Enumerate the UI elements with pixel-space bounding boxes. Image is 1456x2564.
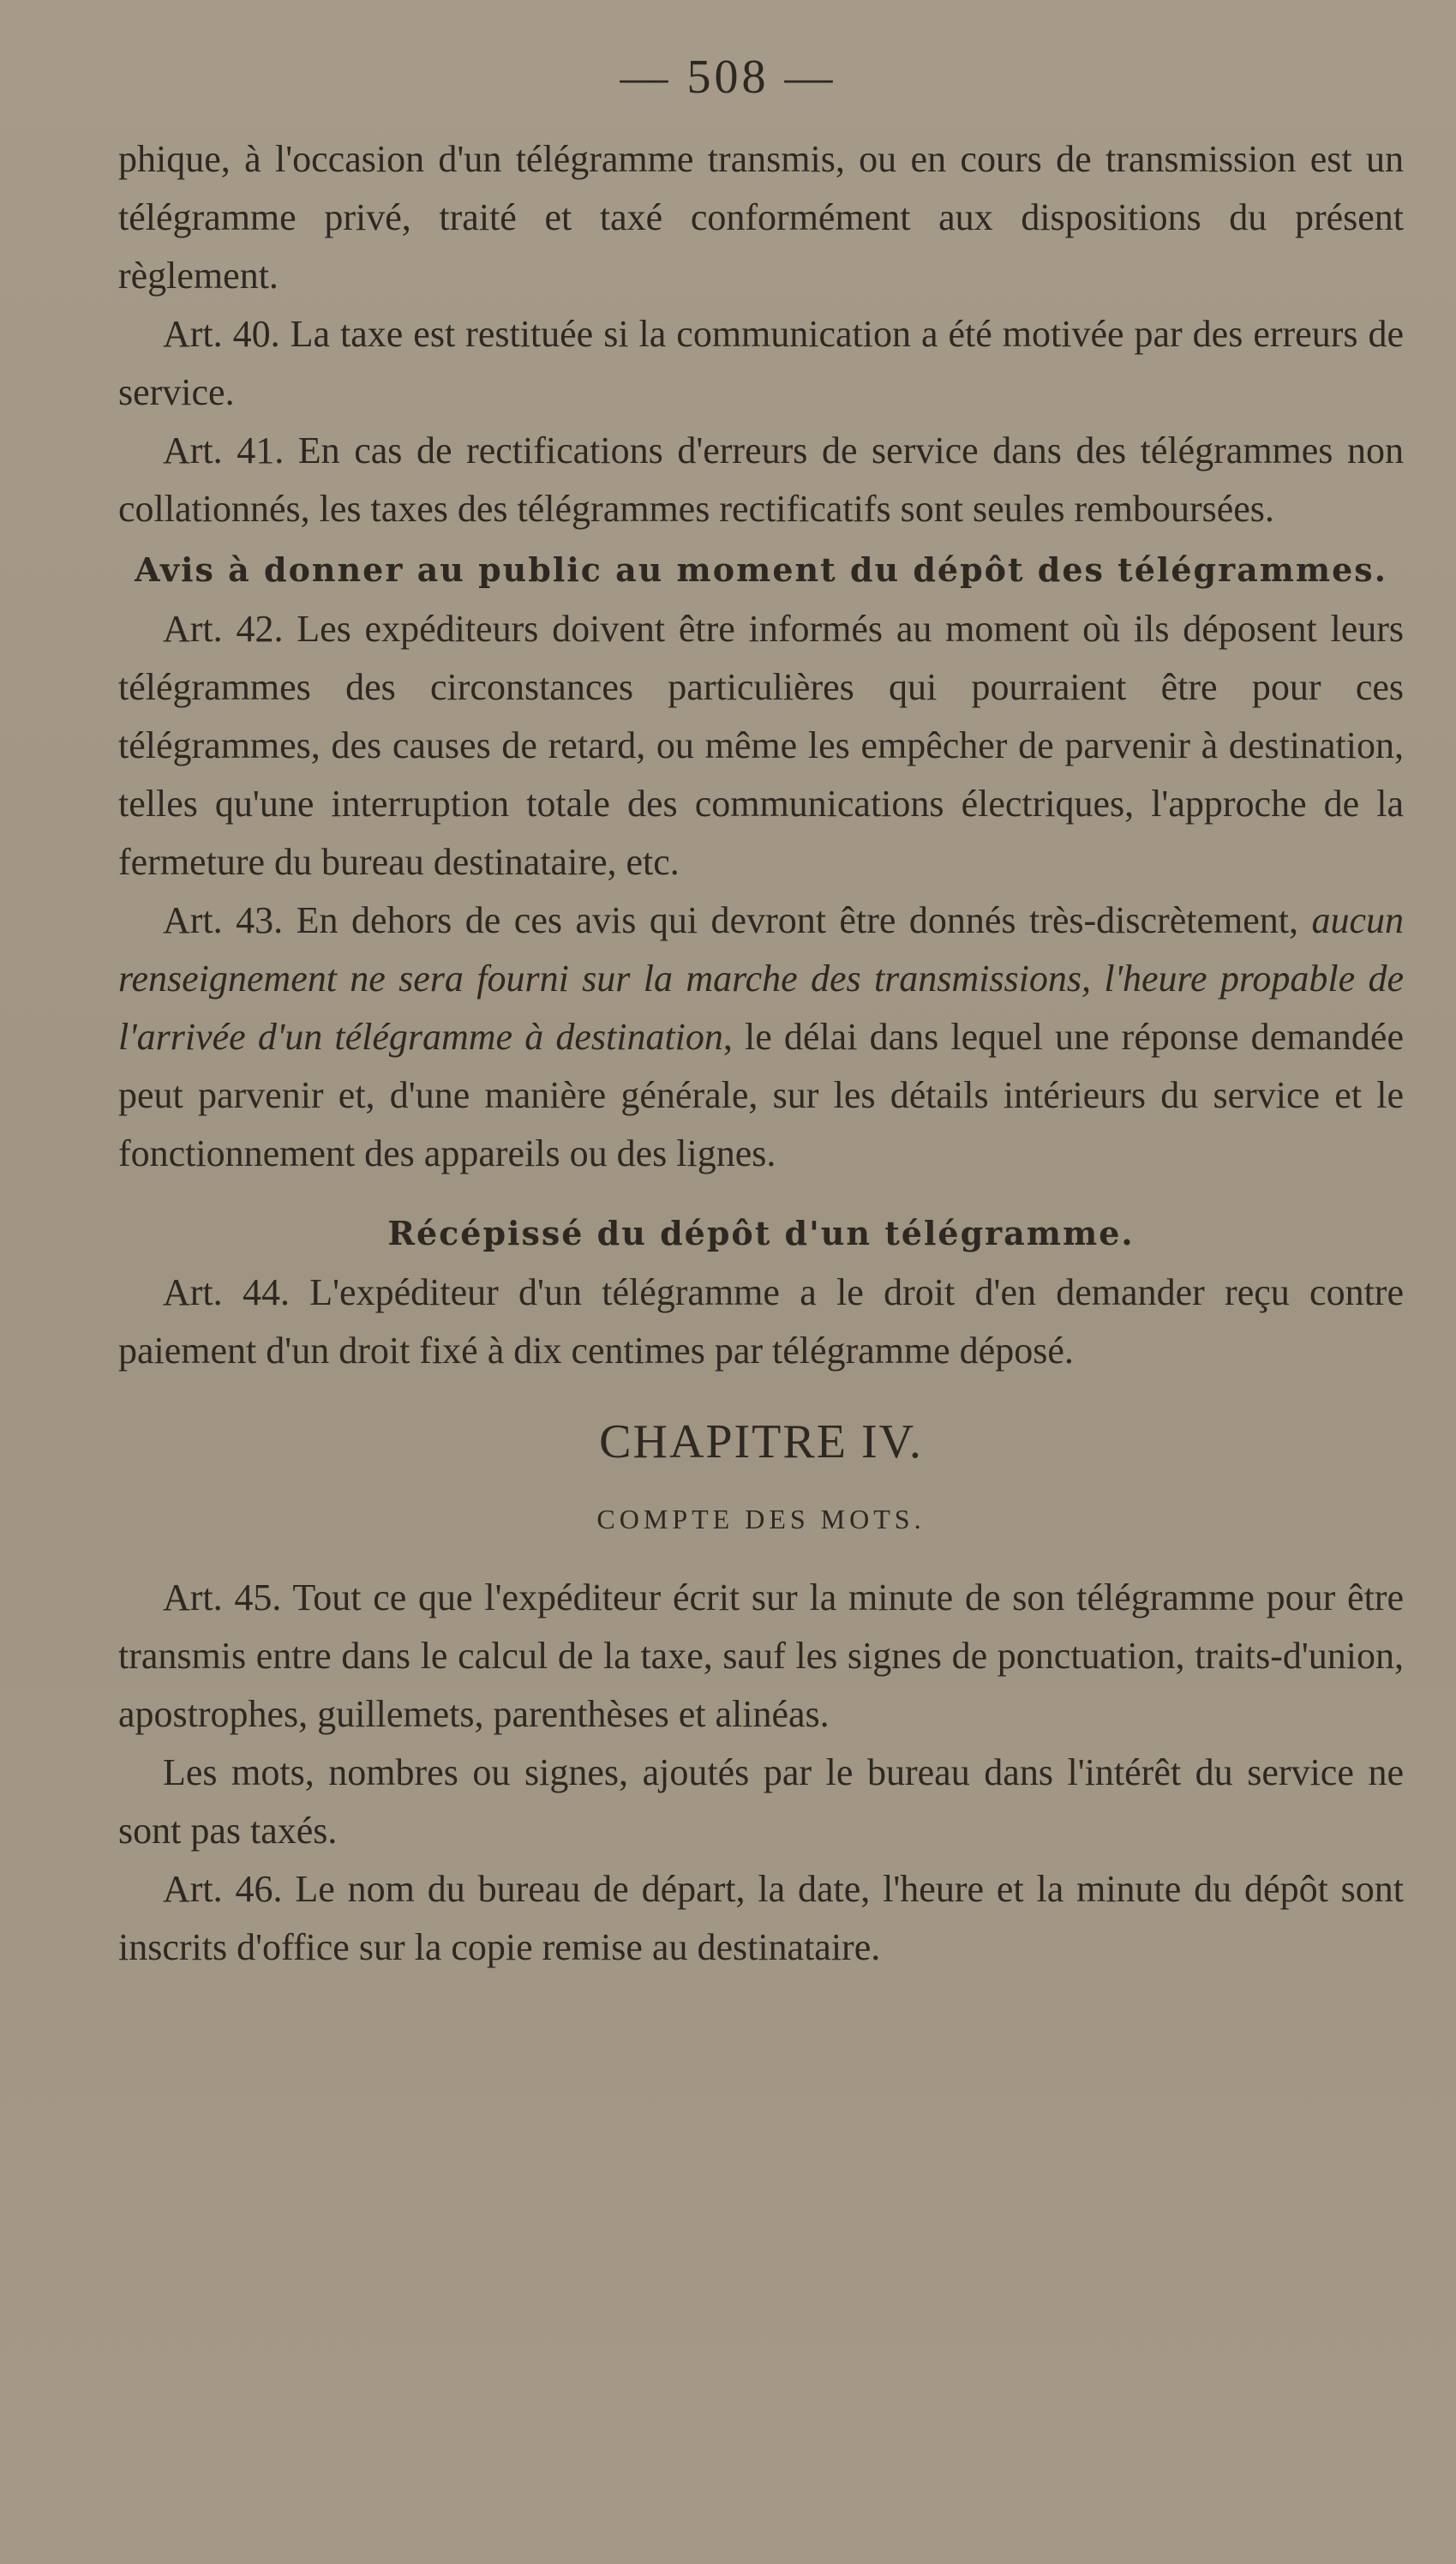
article-40: Art. 40. La taxe est restituée si la communication a été motivée par des erreurs de service.	[118, 313, 1404, 413]
page-number: — 508 —	[620, 51, 836, 104]
section-heading-recepisse: Récépissé du dépôt d'un télégramme.	[387, 1214, 1135, 1252]
article-44: Art. 44. L'expéditeur d'un télégramme a le droit d'en demander reçu contre paiement d'un droit fixé à dix centimes par télégramme déposé.	[118, 1271, 1404, 1372]
article-43-italic: aucun renseignement ne sera fourni sur la marche des transmissions, l'heure propable de l'arrivée d'un télégramme à destination	[118, 899, 1404, 1058]
chapter-title: CHAPITRE IV.	[599, 1415, 923, 1468]
article-43	[118, 892, 1404, 1183]
article-46: Art. 46. Le nom du bureau de départ, la date, l'heure et la minute du dépôt sont inscrits d'office sur la copie remise au destinataire.	[118, 1868, 1404, 1968]
article-43-tail: , le délai dans lequel une réponse demandée peut parvenir et, d'une manière générale, sur les détails intérieurs du service et le fonctionnement des appareils ou des lignes.	[118, 1016, 1404, 1174]
article-41: Art. 41. En cas de rectifications d'erreurs de service dans des télégrammes non collationnés, les taxes des télégrammes rectificatifs sont seules remboursées.	[118, 429, 1404, 530]
page-body	[118, 130, 1404, 1977]
paragraph-continuation: phique, à l'occasion d'un télégramme transmis, ou en cours de transmission est un télégramme privé, traité et taxé conformément aux dispositions du présent règlement.	[118, 138, 1404, 297]
article-45: Art. 45. Tout ce que l'expéditeur écrit sur la minute de son télégramme pour être transmis entre dans le calcul de la taxe, sauf les signes de ponctuation, traits-d'union, apostrophes, guillemets, parenthèses et alinéas.	[118, 1576, 1404, 1735]
section-heading-avis: Avis à donner au public au moment du dépôt des télégrammes.	[135, 550, 1387, 589]
article-45-paragraph-2: Les mots, nombres ou signes, ajoutés par le bureau dans l'intérêt du service ne sont pas taxés.	[118, 1751, 1404, 1852]
article-42: Art. 42. Les expéditeurs doivent être informés au moment où ils déposent leurs télégrammes des circonstances particulières qui pourraient être pour ces télégrammes, des causes de retard, ou même les empêcher de parvenir à destination, telles qu'une interruption totale des communications électriques, l'approche de la fermeture du bureau destinataire, etc.	[118, 608, 1404, 883]
chapter-subtitle: COMPTE DES MOTS.	[596, 1504, 926, 1534]
article-43-lead: Art. 43. En dehors de ces avis qui devront être donnés très-discrètement,	[163, 899, 1312, 941]
